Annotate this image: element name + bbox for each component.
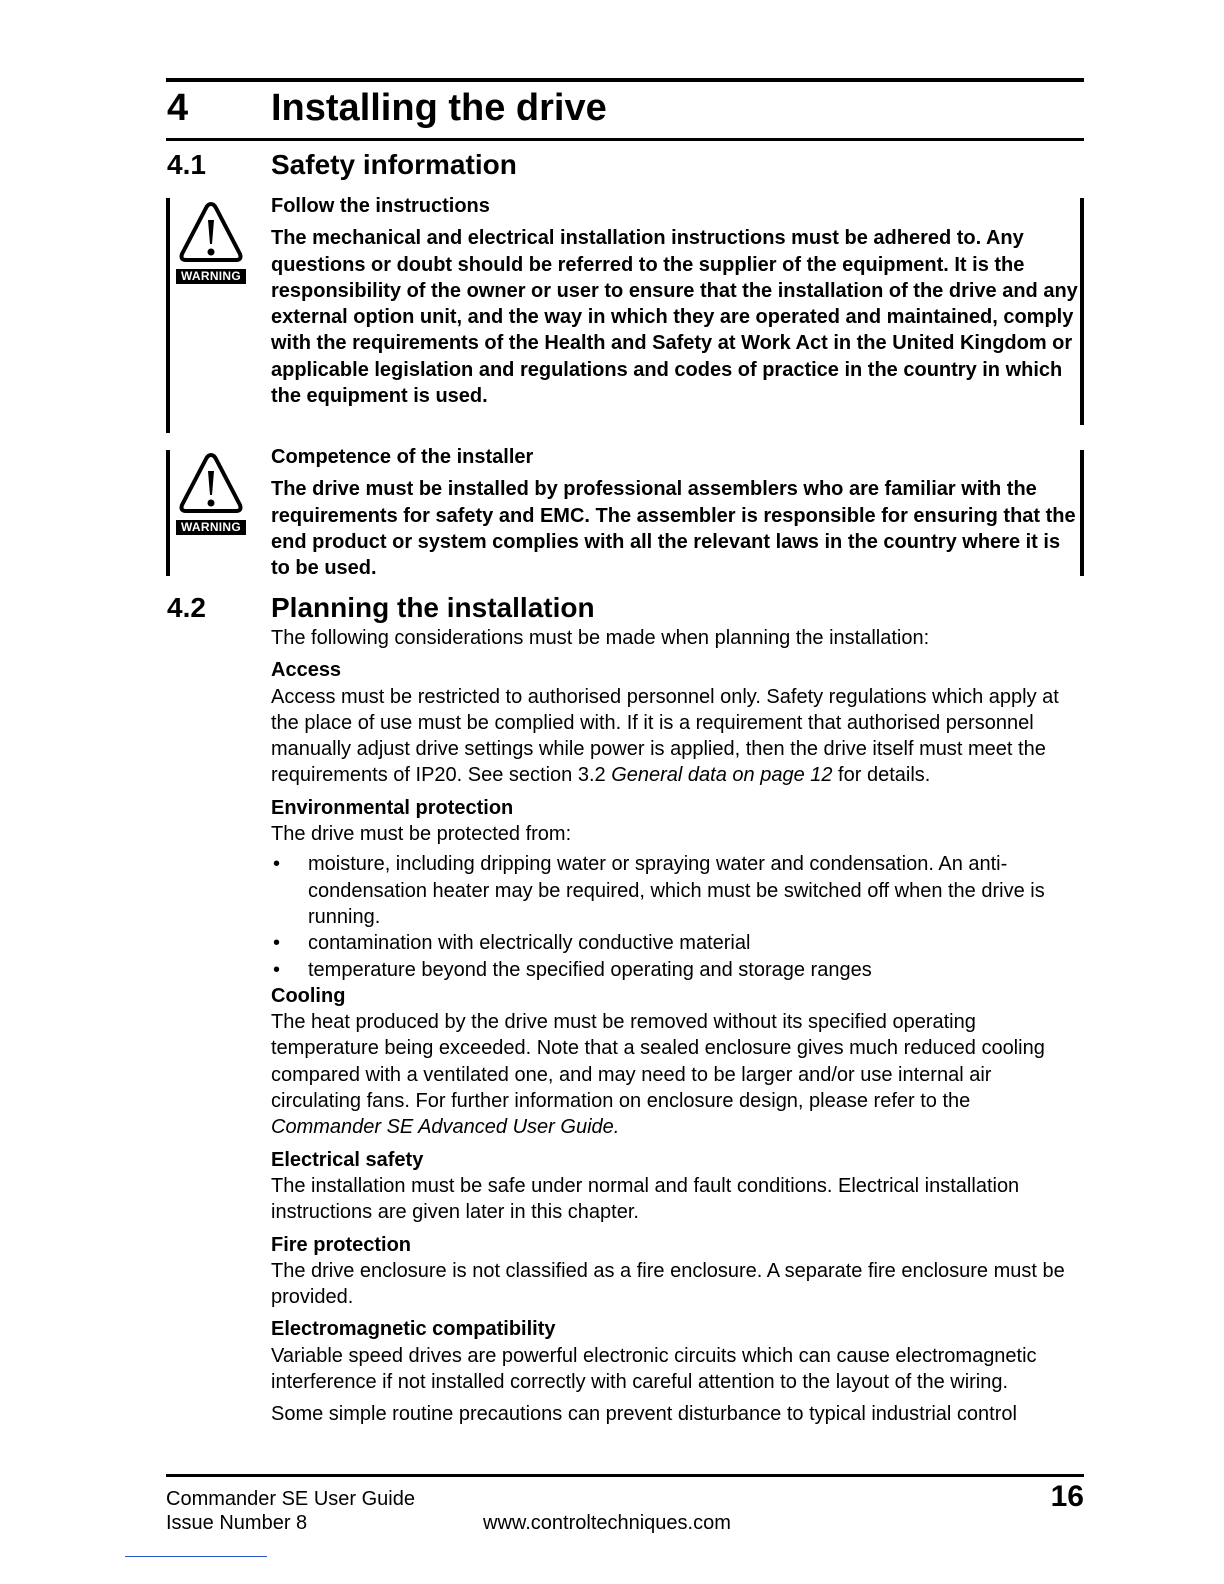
warning-text: The drive must be installed by professional assemblers who are familiar with the requirements for safety and EMC. The assembler is responsible for ensuring that the end product or system complies with all the relevant laws in the country where it is to be used. bbox=[271, 478, 1076, 580]
warning-left-bar bbox=[166, 450, 170, 576]
emc-heading: Electromagnetic compatibility bbox=[271, 1318, 556, 1341]
warning-label: WARNING bbox=[176, 520, 246, 535]
section-4-2-number: 4.2 bbox=[167, 592, 206, 623]
warning-follow-instructions bbox=[271, 193, 1083, 409]
access-text bbox=[271, 684, 1083, 789]
footer-guide-title: Commander SE User Guide bbox=[166, 1488, 415, 1510]
warning-triangle-icon bbox=[176, 451, 246, 515]
warning-text: The mechanical and electrical installation instructions must be adhered to. Any questions or doubt should be referred to the supplier of the equipment. It is the responsibility of the owner or user to ensure that the installation of the drive and any external option unit, and the way in which they are operated and maintained, comply with the requirements of the Health and Safety at Work Act in the United Kingdom or applicable legislation and regulations and codes of practice in the country in which the equipment is used. bbox=[271, 227, 1078, 408]
section-4-1-number: 4.1 bbox=[167, 149, 206, 180]
top-rule bbox=[166, 78, 1084, 82]
environmental-heading: Environmental protection bbox=[271, 796, 514, 819]
electrical-text: The installation must be safe under normal and fault conditions. Electrical installation instructions are given later in this chapter. bbox=[271, 1174, 1020, 1224]
electrical-heading: Electrical safety bbox=[271, 1148, 424, 1171]
warning-competence bbox=[271, 444, 1083, 581]
cooling-heading: Cooling bbox=[271, 984, 346, 1007]
warning-heading: Competence of the installer bbox=[271, 446, 534, 468]
list-item-text: temperature beyond the specified operating and storage ranges bbox=[308, 958, 872, 981]
fire-heading: Fire protection bbox=[271, 1233, 412, 1256]
page-number: 16 bbox=[1050, 1480, 1084, 1513]
section-4-1-title: Safety information bbox=[271, 149, 517, 180]
cooling-text bbox=[271, 1009, 1083, 1140]
section-intro: The following considerations must be made when planning the installation: bbox=[271, 627, 930, 649]
section-4-2-title: Planning the installation bbox=[271, 592, 595, 623]
environmental-list bbox=[271, 851, 1083, 982]
chapter-number: 4 bbox=[167, 87, 189, 129]
cooling-text-part: The heat produced by the drive must be removed without its specified operating temperature being exceeded. Note that a sealed enclosure gives much reduced cooling compared with a ventilated one, and may need to be larger and/or use internal air circulating fans. For further information on enclosure design, please refer to the bbox=[271, 1011, 1045, 1113]
emc-text: Variable speed drives are powerful electronic circuits which can cause electromagnetic interference if not installed correctly with careful attention to the layout of the wiring. bbox=[271, 1344, 1037, 1394]
bullet-icon: • bbox=[273, 932, 281, 955]
list-item-text: contamination with electrically conductive material bbox=[308, 932, 751, 955]
warning-icon bbox=[176, 200, 246, 284]
list-item bbox=[271, 957, 1083, 983]
general-data-link[interactable]: General data on page 12 bbox=[611, 764, 833, 787]
fire-text: The drive enclosure is not classified as a fire enclosure. A separate fire enclosure must be provided. bbox=[271, 1259, 1065, 1309]
advanced-guide-ref: Commander SE Advanced User Guide. bbox=[271, 1116, 620, 1139]
warning-icon bbox=[176, 451, 246, 535]
bottom-link-underline bbox=[125, 1556, 267, 1557]
access-text-part: Access must be restricted to authorised personnel only. Safety regulations which apply at the place of use must be complied with. If it is a requirement that authorised personnel manually adjust drive settings while power is applied, then the drive itself must meet the requirements of IP20. See section 3.2 bbox=[271, 685, 1059, 787]
footer-rule bbox=[166, 1474, 1084, 1477]
list-item bbox=[271, 930, 1083, 956]
access-text-part: for details. bbox=[832, 764, 931, 787]
warning-heading: Follow the instructions bbox=[271, 195, 490, 217]
warning-triangle-icon bbox=[176, 200, 246, 264]
access-heading: Access bbox=[271, 659, 342, 682]
list-item-text: moisture, including dripping water or spraying water and condensation. An anti-condensation heater may be required, which must be switched off when the drive is running. bbox=[308, 853, 1045, 928]
list-item bbox=[271, 851, 1083, 930]
chapter-title: Installing the drive bbox=[271, 87, 607, 129]
warning-left-bar bbox=[166, 198, 170, 433]
chapter-underline bbox=[166, 138, 1084, 141]
emc-text-continued: Some simple routine precautions can prevent disturbance to typical industrial control bbox=[271, 1403, 1017, 1426]
warning-label: WARNING bbox=[176, 269, 246, 284]
footer-issue-number: Issue Number 8 bbox=[166, 1512, 308, 1534]
bullet-icon: • bbox=[273, 958, 281, 981]
footer-website-link[interactable]: www.controltechniques.com bbox=[483, 1512, 731, 1534]
environmental-intro: The drive must be protected from: bbox=[271, 823, 572, 846]
section-4-2-body bbox=[271, 625, 1083, 1428]
bullet-icon: • bbox=[273, 853, 281, 876]
